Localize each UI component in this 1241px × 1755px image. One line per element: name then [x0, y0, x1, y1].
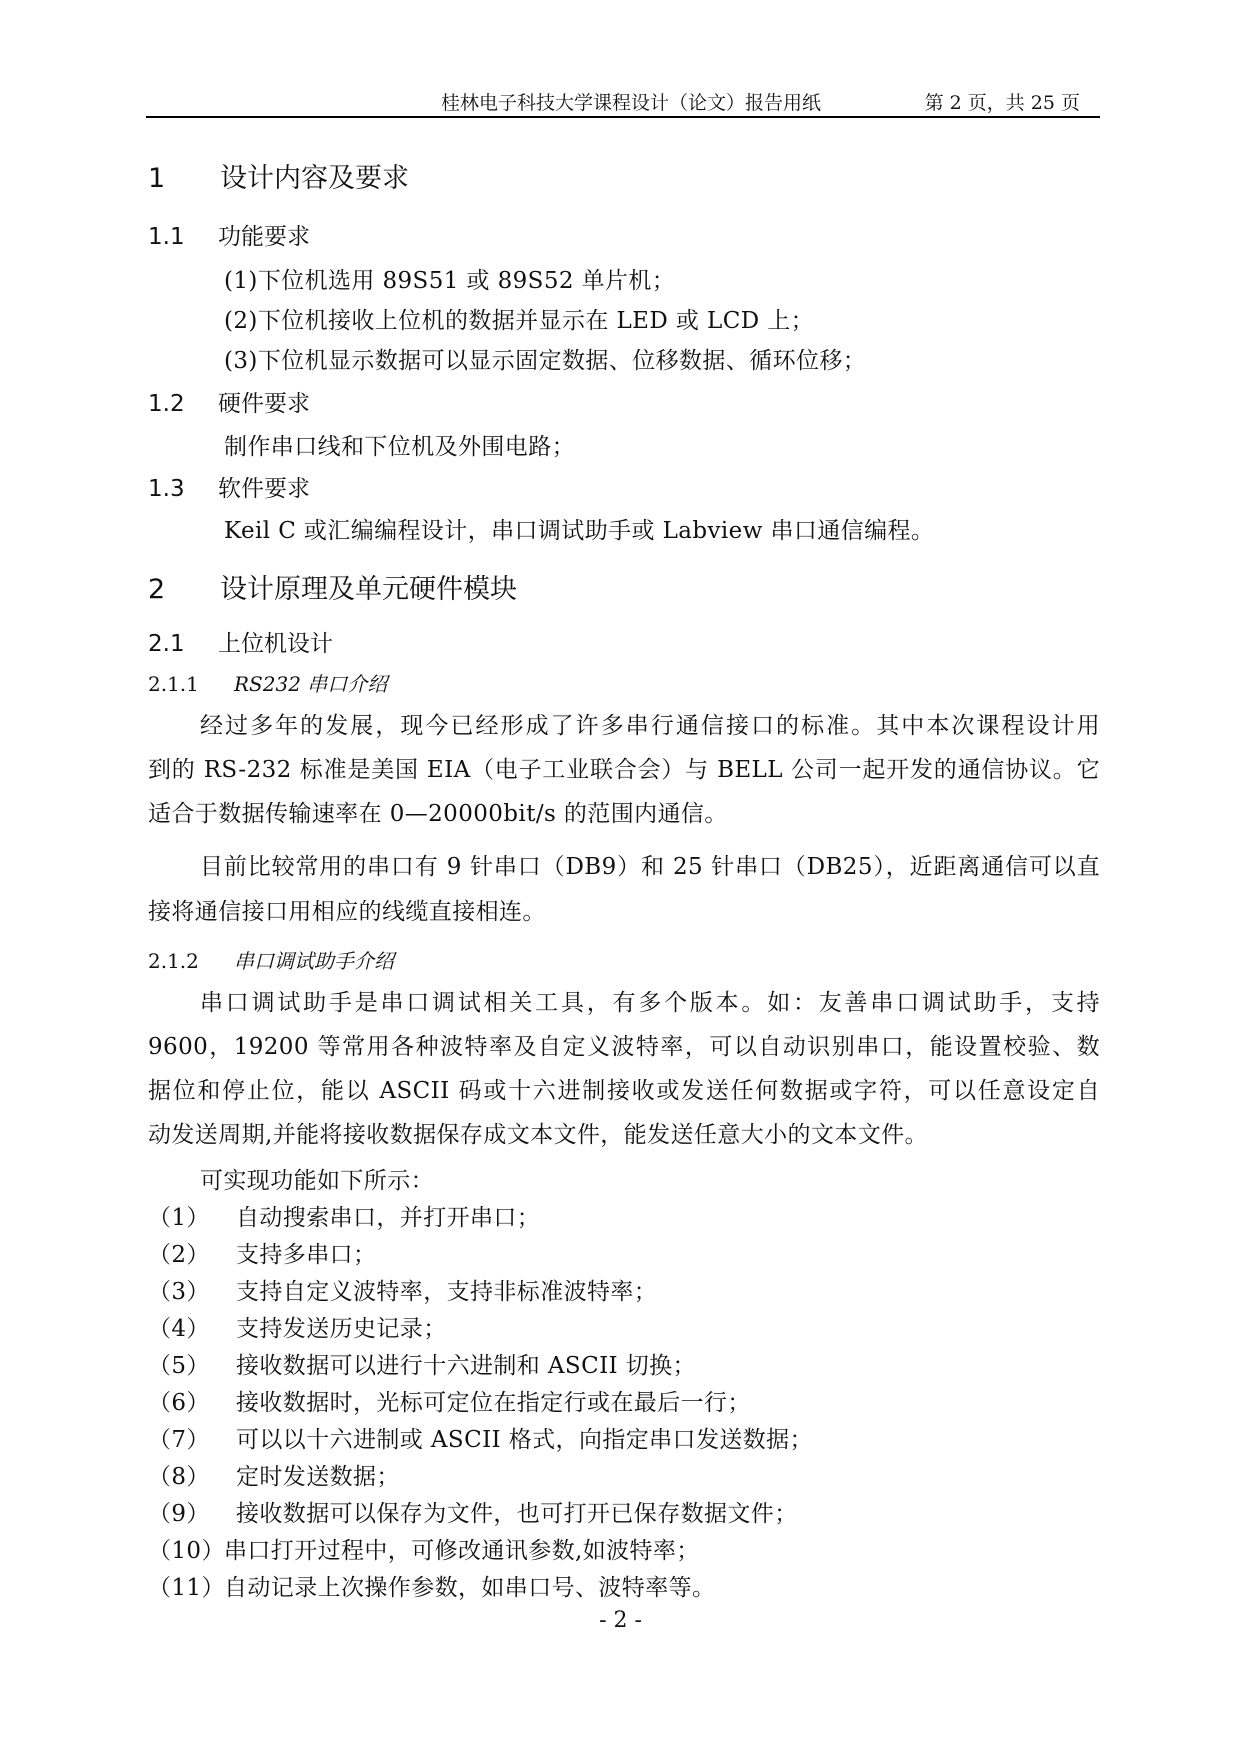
list-text: 定时发送数据； — [236, 1464, 400, 1490]
section-1-heading — [148, 156, 409, 195]
header-title: 桂林电子科技大学课程设计（论文）报告用纸 — [441, 92, 822, 114]
section-1-2-heading — [148, 385, 310, 418]
list-number: （1） — [148, 1205, 210, 1231]
section-2-1-1-heading — [148, 668, 387, 697]
list-item — [148, 1236, 376, 1269]
section-2-1-heading — [148, 625, 333, 658]
list-text: 自动记录上次操作参数，如串口号、波特率等。 — [224, 1575, 716, 1601]
paragraph: 制作串口线和下位机及外围电路； — [224, 434, 575, 460]
list-text: 接收数据可以进行十六进制和 ASCII 切换； — [236, 1353, 696, 1379]
list-item: (1)下位机选用 89S51 或 89S52 单片机； — [224, 268, 676, 294]
list-item — [148, 1532, 700, 1565]
section-number: 2.1.2 — [148, 949, 199, 973]
header-page-info: 第 2 页，共 25 页 — [924, 92, 1080, 114]
list-item — [148, 1273, 657, 1306]
paragraph: Keil C 或汇编编程设计，串口调试助手或 Labview 串口通信编程。 — [224, 518, 935, 544]
paragraph-line: 目前比较常用的串口有 9 针串口（DB9）和 25 针串口（DB25），近距离通信可以直 — [200, 854, 1100, 880]
section-number: 1.2 — [148, 391, 185, 417]
paragraph-line: 9600，19200 等常用各种波特率及自定义波特率，可以自动识别串口，能设置校验、数 — [148, 1034, 1100, 1060]
list-item — [148, 1347, 696, 1380]
list-number: （4） — [148, 1316, 210, 1342]
paragraph: 可实现功能如下所示： — [200, 1168, 434, 1194]
section-2-heading — [148, 567, 517, 606]
list-text: 接收数据可以保存为文件，也可打开已保存数据文件； — [236, 1501, 798, 1527]
list-text: 支持自定义波特率，支持非标准波特率； — [236, 1279, 658, 1305]
list-item: (3)下位机显示数据可以显示固定数据、位移数据、循环位移； — [224, 348, 867, 374]
section-number: 2 — [148, 574, 166, 605]
list-item — [148, 1310, 447, 1343]
section-number: 1 — [148, 163, 166, 194]
paragraph-line: 串口调试助手是串口调试相关工具，有多个版本。如：友善串口调试助手，支持 — [200, 990, 1100, 1016]
list-number: （3） — [148, 1279, 210, 1305]
list-number: （10） — [148, 1538, 225, 1564]
list-item — [148, 1199, 540, 1232]
list-item — [148, 1421, 813, 1454]
list-item: (2)下位机接收上位机的数据并显示在 LED 或 LCD 上； — [224, 308, 815, 334]
section-1-3-heading — [148, 470, 310, 503]
list-text: 支持发送历史记录； — [236, 1316, 447, 1342]
section-number: 1.1 — [148, 224, 185, 250]
list-item — [148, 1384, 751, 1417]
list-text: 串口打开过程中，可修改通讯参数,如波特率； — [224, 1538, 700, 1564]
page-number: - 2 - — [599, 1608, 642, 1633]
paragraph-line: 接将通信接口用相应的线缆直接相连。 — [148, 899, 546, 925]
section-number: 2.1.1 — [148, 672, 199, 696]
section-title: 设计内容及要求 — [220, 163, 409, 194]
section-1-1-heading — [148, 218, 310, 251]
section-title: RS232 串口介绍 — [234, 672, 388, 696]
list-text: 可以以十六进制或 ASCII 格式，向指定串口发送数据； — [236, 1427, 813, 1453]
section-2-1-2-heading — [148, 945, 394, 974]
paragraph-line: 适合于数据传输速率在 0—20000bit/s 的范围内通信。 — [148, 801, 728, 827]
section-title: 软件要求 — [218, 476, 310, 502]
list-item — [148, 1458, 400, 1491]
section-title: 设计原理及单元硬件模块 — [220, 574, 517, 605]
list-number: （5） — [148, 1353, 210, 1379]
list-item — [148, 1569, 715, 1602]
list-number: （9） — [148, 1501, 210, 1527]
list-text: 自动搜索串口，并打开串口； — [236, 1205, 541, 1231]
list-item — [148, 1495, 798, 1528]
section-number: 1.3 — [148, 476, 185, 502]
paragraph-line: 到的 RS-232 标准是美国 EIA（电子工业联合会）与 BELL 公司一起开发的通信协议。它 — [148, 757, 1100, 783]
section-title: 上位机设计 — [218, 631, 333, 657]
list-number: （11） — [148, 1575, 225, 1601]
section-number: 2.1 — [148, 631, 185, 657]
page-header — [146, 84, 1100, 118]
list-number: （7） — [148, 1427, 210, 1453]
paragraph-line: 动发送周期,并能将接收数据保存成文本文件，能发送任意大小的文本文件。 — [148, 1122, 928, 1148]
section-title: 功能要求 — [218, 224, 310, 250]
list-number: （6） — [148, 1390, 210, 1416]
list-number: （2） — [148, 1242, 210, 1268]
paragraph-line: 经过多年的发展，现今已经形成了许多串行通信接口的标准。其中本次课程设计用 — [200, 713, 1100, 739]
list-text: 接收数据时，光标可定位在指定行或在最后一行； — [236, 1390, 751, 1416]
list-text: 支持多串口； — [236, 1242, 377, 1268]
list-number: （8） — [148, 1464, 210, 1490]
section-title: 硬件要求 — [218, 391, 310, 417]
section-title: 串口调试助手介绍 — [234, 949, 394, 973]
paragraph-line: 据位和停止位，能以 ASCII 码或十六进制接收或发送任何数据或字符，可以任意设定自 — [148, 1078, 1100, 1104]
